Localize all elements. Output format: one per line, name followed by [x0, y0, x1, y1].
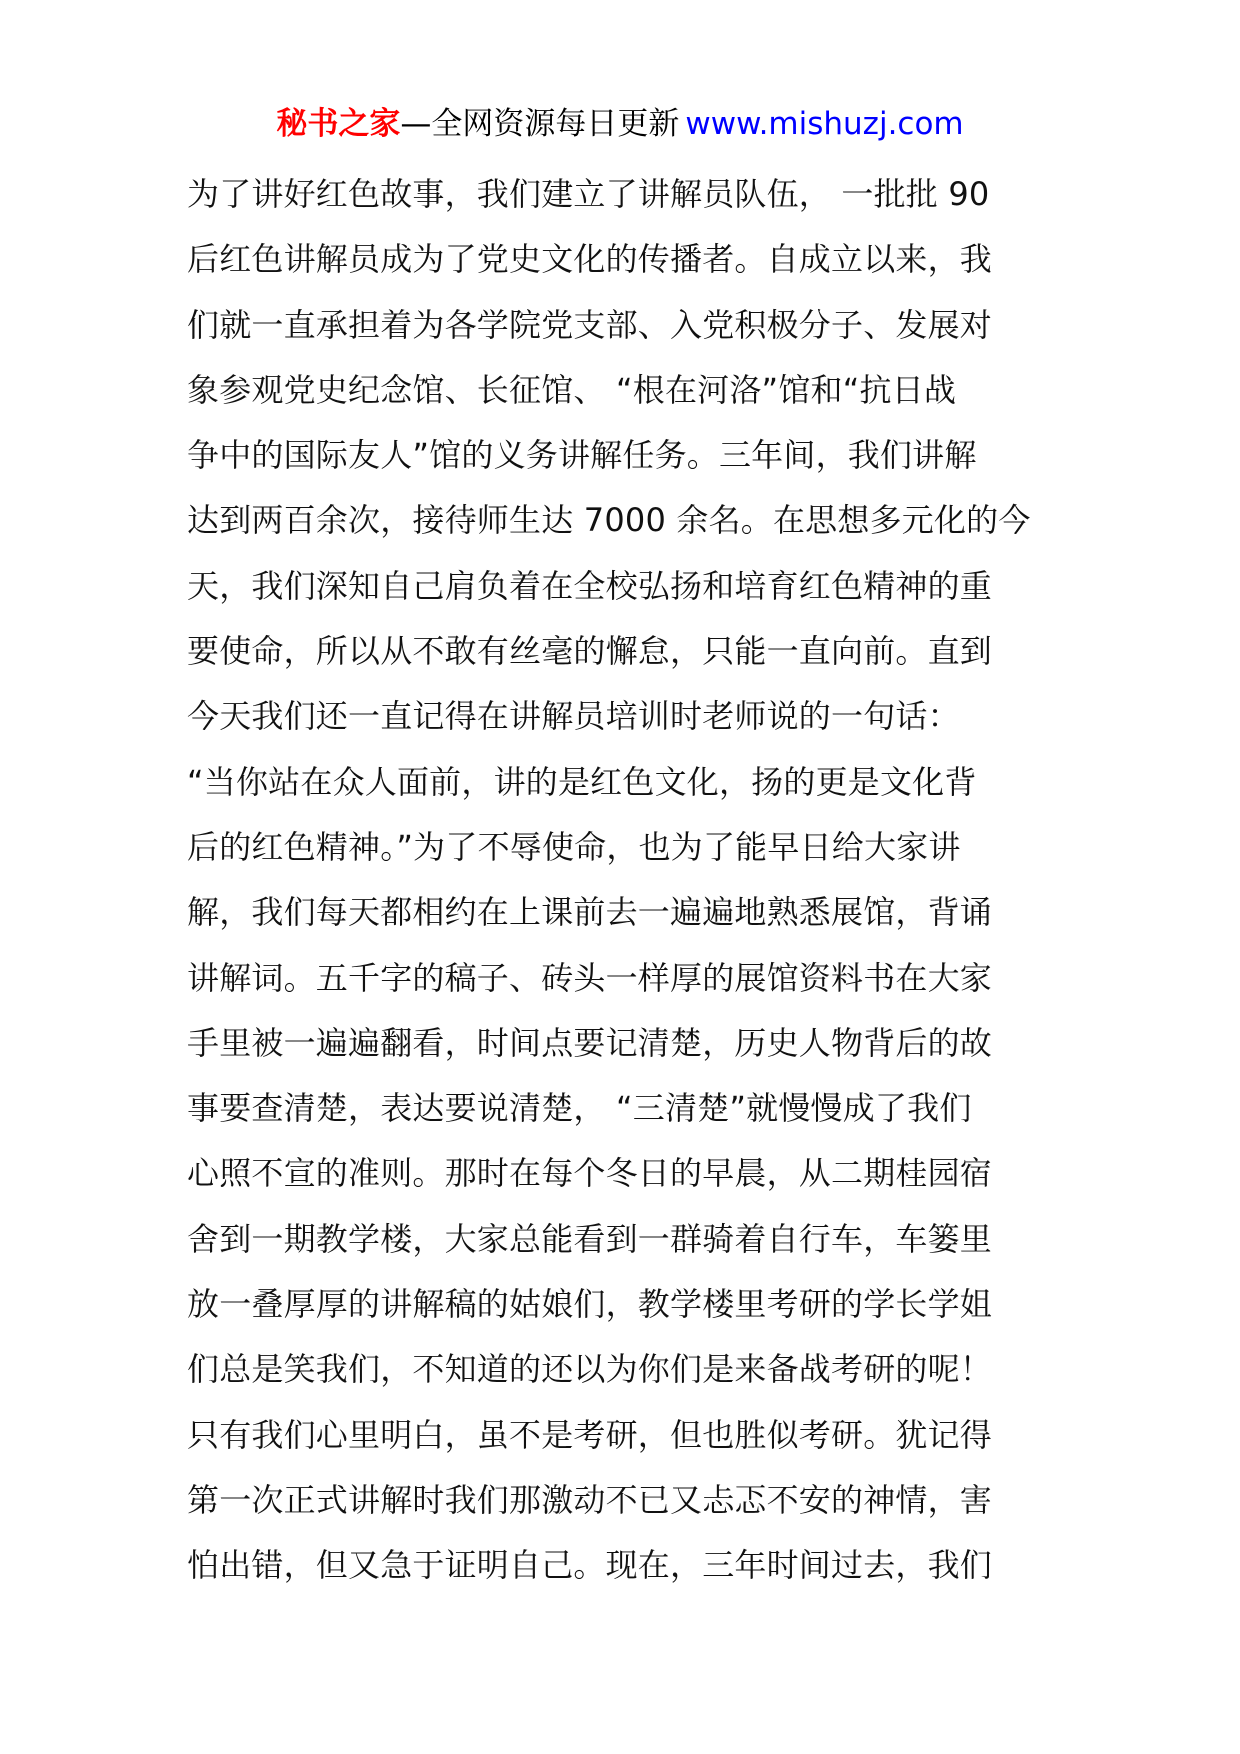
body-line: 后红色讲解员成为了党史文化的传播者。自成立以来，我 [187, 240, 993, 279]
document-body [187, 162, 1067, 1599]
body-line: 争中的国际友人”馆的义务讲解任务。三年间，我们讲解 [187, 436, 977, 475]
body-line: 放一叠厚厚的讲解稿的姑娘们，教学楼里考研的学长学姐 [187, 1285, 993, 1324]
body-line: 手里被一遍遍翻看，时间点要记清楚，历史人物背后的故 [187, 1023, 993, 1062]
body-line: 达到两百余次，接待师生达 7000 余名。在思想多元化的今 [187, 501, 1031, 540]
body-line: 心照不宣的准则。那时在每个冬日的早晨，从二期桂园宿 [187, 1154, 993, 1193]
body-line: 讲解词。五千字的稿子、砖头一样厚的展馆资料书在大家 [187, 958, 993, 997]
body-line: 只有我们心里明白，虽不是考研，但也胜似考研。犹记得 [187, 1415, 993, 1454]
body-line: 后的红色精神。”为了不辱使命，也为了能早日给大家讲 [187, 827, 961, 866]
body-line: 舍到一期教学楼，大家总能看到一群骑着自行车，车篓里 [187, 1219, 993, 1258]
site-url-link[interactable]: www.mishuzj.com [685, 106, 964, 142]
body-line: 为了讲好红色故事，我们建立了讲解员队伍， 一批批 90 [187, 175, 990, 213]
body-line: 今天我们还一直记得在讲解员培训时老师说的一句话： [187, 697, 960, 736]
body-line: 天，我们深知自己肩负着在全校弘扬和培育红色精神的重 [187, 566, 993, 605]
body-line: 们就一直承担着为各学院党支部、入党积极分子、发展对 [187, 305, 993, 344]
body-line: 怕出错，但又急于证明自己。现在，三年时间过去，我们 [187, 1546, 993, 1585]
page-header [0, 100, 1240, 148]
brand-name: 秘书之家 [276, 106, 401, 142]
header-slogan: —全网资源每日更新 [400, 106, 680, 142]
body-line: “当你站在众人面前，讲的是红色文化，扬的更是文化背 [187, 762, 977, 801]
body-line: 解，我们每天都相约在上课前去一遍遍地熟悉展馆，背诵 [187, 893, 993, 932]
body-line: 要使命，所以从不敢有丝毫的懈怠，只能一直向前。直到 [187, 632, 993, 671]
body-line: 们总是笑我们，不知道的还以为你们是来备战考研的呢！ [187, 1350, 993, 1389]
body-line: 象参观党史纪念馆、长征馆、 “根在河洛”馆和“抗日战 [187, 370, 957, 409]
body-line: 事要查清楚，表达要说清楚， “三清楚”就慢慢成了我们 [187, 1089, 972, 1128]
body-line: 第一次正式讲解时我们那激动不已又忐忑不安的神情，害 [187, 1480, 993, 1519]
